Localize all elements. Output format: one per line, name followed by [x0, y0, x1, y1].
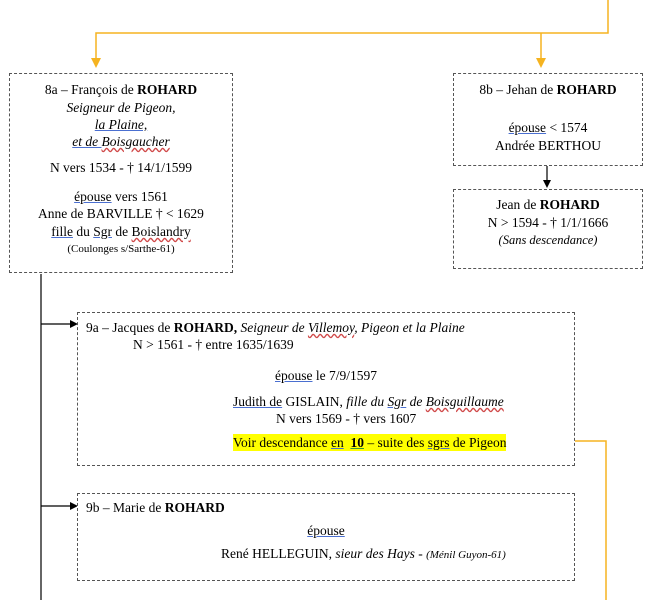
box-jean-heading: Jean de ROHARD [496, 197, 600, 212]
box-jean [453, 189, 643, 269]
arrow-to-jean [543, 180, 551, 188]
box-8b-heading: 8b – Jehan de ROHARD [479, 82, 617, 97]
arrow-to-8a [91, 58, 101, 68]
box-8a-spouse: Anne de BARVILLE † < 1629 [38, 206, 204, 221]
box-8a-spouse-parent: fille du Sgr de Boislandry [51, 224, 191, 239]
box-8a-dates: N vers 1534 - † 14/1/1599 [49, 160, 193, 175]
box-8a-place: (Coulonges s/Sarthe-61) [67, 243, 175, 255]
box-9a-jacques [77, 312, 575, 466]
arrow-to-8b [536, 58, 546, 68]
box-8a-francois [9, 73, 233, 273]
box-8a-title-2: la Plaine, [94, 117, 148, 132]
box-9b-heading: 9b – Marie de ROHARD [86, 500, 225, 515]
box-9a-heading: 9a – Jacques de ROHARD, Seigneur de Villemoy, Pigeon et la Plaine [86, 320, 465, 335]
box-9a-spouse: Judith de GISLAIN, fille du Sgr de Boisguillaume [233, 394, 504, 409]
box-9a-descendance-link[interactable]: Voir descendance en 10 – suite des sgrs de Pigeon [233, 435, 507, 450]
box-8b-marriage: épouse < 1574 [508, 120, 588, 135]
box-8b-spouse: Andrée BERTHOU [494, 138, 602, 153]
box-8a-title-3: et de Boisgaucher [72, 134, 170, 149]
box-9b-spouse: René HELLEGUIN, sieur des Hays - (Ménil Guyon-61) [221, 546, 506, 561]
box-8a-title: Seigneur de Pigeon, [66, 100, 176, 115]
box-9b-marriage: épouse [307, 523, 345, 538]
box-jean-dates: N > 1594 - † 1/1/1666 [487, 215, 609, 230]
box-9a-spouse-dates: N vers 1569 - † vers 1607 [276, 411, 417, 426]
box-8b-jehan [453, 73, 643, 166]
box-9a-marriage: épouse le 7/9/1597 [275, 368, 377, 383]
box-9b-marie [77, 493, 575, 581]
box-9a-dates: N > 1561 - † entre 1635/1639 [133, 337, 294, 352]
box-8a-heading: 8a – François de ROHARD [44, 82, 198, 97]
box-8a-marriage: épouse vers 1561 [74, 189, 168, 204]
box-jean-note: (Sans descendance) [498, 233, 598, 247]
orange-connector-top [96, 0, 608, 62]
